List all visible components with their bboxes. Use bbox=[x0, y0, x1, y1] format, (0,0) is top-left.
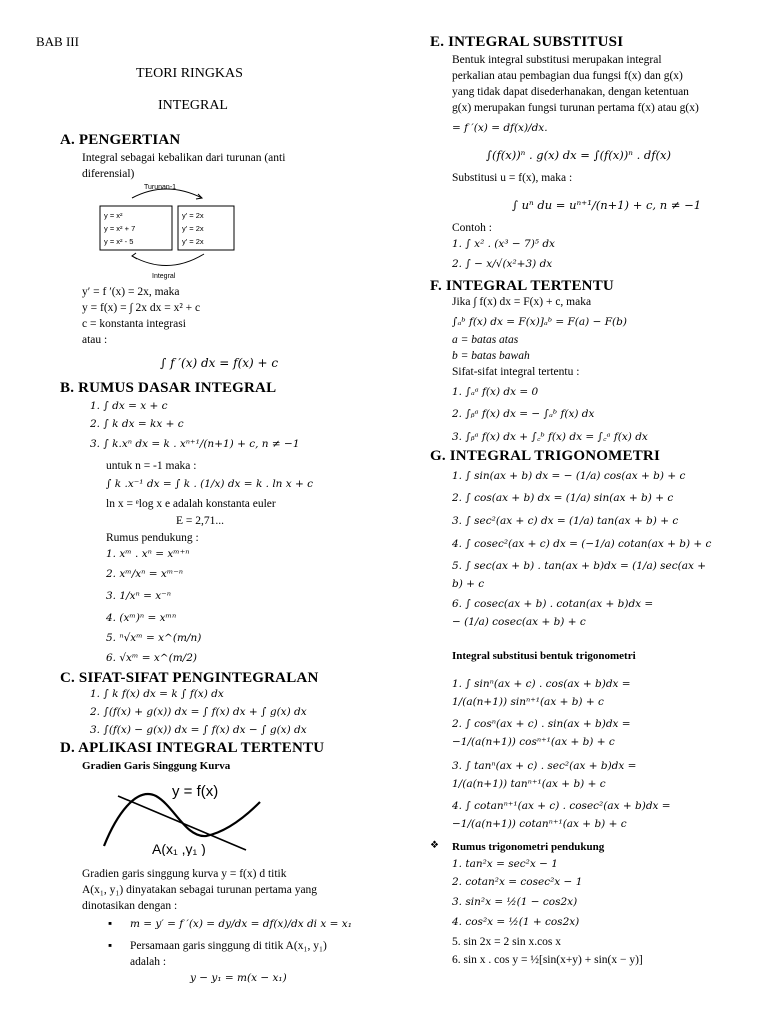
f-text: Sifat-sifat integral tertentu : bbox=[452, 366, 580, 378]
diagram-right-2: y' = 2x bbox=[182, 224, 204, 233]
b-item: 2. ∫ k dx = kx + c bbox=[90, 418, 184, 430]
g-st-item: 1/(a(n+1)) tanⁿ⁺¹(ax + b) + c bbox=[452, 778, 606, 790]
section-c-heading: C. SIFAT-SIFAT PENGINTEGRALAN bbox=[60, 670, 319, 686]
d-text: Gradien garis singgung kurva y = f(x) d titik bbox=[82, 868, 287, 880]
e-para: g(x) merupakan fungsi turunan pertama f(x) atau g(x) bbox=[452, 102, 699, 114]
e-text: Contoh : bbox=[452, 222, 492, 234]
g-st-item: 3. ∫ tanⁿ(ax + c) . sec²(ax + b)dx = bbox=[452, 760, 637, 772]
section-f-heading: F. INTEGRAL TERTENTU bbox=[430, 278, 614, 294]
f-item: 3. ∫ᵦᵃ f(x) dx + ∫꜀ᵇ f(x) dx = ∫꜀ᵃ f(x) dx bbox=[452, 431, 648, 443]
b-formula: ∫ k .x⁻¹ dx = ∫ k . (1/x) dx = k . ln x + c bbox=[106, 478, 314, 490]
section-g-heading: G. INTEGRAL TRIGONOMETRI bbox=[430, 448, 660, 464]
f-item: 2. ∫ᵦᵃ f(x) dx = − ∫ₐᵇ f(x) dx bbox=[452, 408, 595, 420]
a-line: c = konstanta integrasi bbox=[82, 318, 186, 330]
b-item: 1. ∫ dx = x + c bbox=[90, 400, 168, 412]
b-rp-item: 4. (xᵐ)ⁿ = xᵐⁿ bbox=[106, 612, 177, 624]
g-item: 5. ∫ sec(ax + b) . tan(ax + b)dx = (1/a) sec(ax + bbox=[452, 560, 707, 572]
b-item: 3. ∫ k.xⁿ dx = k . xⁿ⁺¹/(n+1) + c, n ≠ −1 bbox=[90, 438, 300, 450]
g-rt-item: 4. cos²x = ½(1 + cos2x) bbox=[452, 916, 580, 928]
g-item: 6. ∫ cosec(ax + b) . cotan(ax + b)dx = bbox=[452, 598, 654, 610]
b-rp-item: 6. √xᵐ = x^(m/2) bbox=[106, 652, 197, 664]
b-rp-item: 2. xᵐ/xⁿ = xᵐ⁻ⁿ bbox=[106, 568, 184, 580]
g-st-item: −1/(a(n+1)) cotanⁿ⁺¹(ax + b) + c bbox=[452, 818, 627, 830]
page-title: TEORI RINGKAS bbox=[136, 66, 243, 81]
c-item: 2. ∫(f(x) + g(x)) dx = ∫ f(x) dx + ∫ g(x) dx bbox=[90, 706, 307, 718]
g-st-item: 1/(a(n+1)) sinⁿ⁺¹(ax + b) + c bbox=[452, 696, 604, 708]
f-text: Jika ∫ f(x) dx = F(x) + c, maka bbox=[452, 296, 592, 308]
c-item: 1. ∫ k f(x) dx = k ∫ f(x) dx bbox=[90, 688, 224, 700]
section-d-heading: D. APLIKASI INTEGRAL TERTENTU bbox=[60, 740, 325, 756]
d-formula: m = y′ = f ′(x) = dy/dx = df(x)/dx di x = x₁ bbox=[130, 918, 352, 930]
e-para: Bentuk integral substitusi merupakan integral bbox=[452, 54, 662, 66]
g-item: 2. ∫ cos(ax + b) dx = (1/a) sin(ax + b) + c bbox=[452, 492, 674, 504]
g-rt-item: 5. sin 2x = 2 sin x.cos x bbox=[452, 936, 562, 948]
d-text: Persamaan garis singgung di titik A(x₁, y₁) bbox=[130, 940, 327, 952]
g-item: 4. ∫ cosec²(ax + c) dx = (−1/a) cotan(ax + b) + c bbox=[452, 538, 712, 550]
e-para: perkalian atau pembagian dua fungsi f(x) dan g(x) bbox=[452, 70, 683, 82]
g-subheading: Integral substitusi bentuk trigonometri bbox=[452, 650, 636, 662]
b-text: Rumus pendukung : bbox=[106, 532, 199, 544]
diagram-left-1: y = x² bbox=[104, 211, 123, 220]
a-formula: ∫ f ′(x) dx = f(x) + c bbox=[160, 356, 279, 370]
derivative-integral-diagram bbox=[92, 180, 240, 280]
b-text: ln x = ᵉlog x e adalah konstanta euler bbox=[106, 498, 276, 510]
e-example: 1. ∫ x² . (x³ − 7)⁵ dx bbox=[452, 238, 555, 250]
graph-point-label: A(x₁ ,y₁ ) bbox=[152, 841, 206, 856]
g-item: b) + c bbox=[452, 578, 485, 590]
e-text: Substitusi u = f(x), maka : bbox=[452, 172, 573, 184]
e-example: 2. ∫ − x/√(x²+3) dx bbox=[452, 258, 553, 270]
diagram-right-3: y' = 2x bbox=[182, 237, 204, 246]
b-text: untuk n = -1 maka : bbox=[106, 460, 197, 472]
g-st-item: 4. ∫ cotanⁿ⁺¹(ax + c) . cosec²(ax + b)dx = bbox=[452, 800, 671, 812]
section-a-heading: A. PENGERTIAN bbox=[60, 132, 181, 148]
b-rp-item: 5. ⁿ√xᵐ = x^(m/n) bbox=[106, 632, 202, 644]
d-text: dinotasikan dengan : bbox=[82, 900, 178, 912]
g-rt-item: 6. sin x . cos y = ½[sin(x+y) + sin(x − y)] bbox=[452, 954, 643, 966]
g-st-item: −1/(a(n+1)) cosⁿ⁺¹(ax + b) + c bbox=[452, 736, 615, 748]
b-rp-item: 3. 1/xⁿ = x⁻ⁿ bbox=[106, 590, 171, 602]
diagram-bottom-label: Integral bbox=[152, 273, 176, 280]
g-st-item: 1. ∫ sinⁿ(ax + c) . cos(ax + b)dx = bbox=[452, 678, 631, 690]
e-formula: ∫(f(x))ⁿ . g(x) dx = ∫(f(x))ⁿ . df(x) bbox=[486, 148, 671, 162]
section-a-text: diferensial) bbox=[82, 168, 135, 180]
chapter-label: BAB III bbox=[36, 34, 79, 49]
b-rp-item: 1. xᵐ . xⁿ = xᵐ⁺ⁿ bbox=[106, 548, 190, 560]
g-st-item: 2. ∫ cosⁿ(ax + c) . sin(ax + b)dx = bbox=[452, 718, 631, 730]
g-rt-item: 1. tan²x = sec²x − 1 bbox=[452, 858, 558, 870]
g-item: − (1/a) cosec(ax + b) + c bbox=[452, 616, 586, 628]
b-text: E = 2,71... bbox=[176, 515, 225, 527]
d-text: A(x₁, y₁) dinyatakan sebagai turunan pertama yang bbox=[82, 884, 318, 896]
tangent-curve-graph bbox=[96, 776, 266, 856]
g-item: 3. ∫ sec²(ax + c) dx = (1/a) tan(ax + b) + c bbox=[452, 515, 679, 527]
g-item: 1. ∫ sin(ax + b) dx = − (1/a) cos(ax + b) + c bbox=[452, 470, 686, 482]
d-formula: y − y₁ = m(x − x₁) bbox=[190, 972, 287, 984]
section-b-heading: B. RUMUS DASAR INTEGRAL bbox=[60, 380, 277, 396]
diagram-left-2: y = x² + 7 bbox=[104, 224, 136, 233]
g-rt-heading: Rumus trigonometri pendukung bbox=[452, 841, 605, 853]
a-line: atau : bbox=[82, 334, 108, 346]
f-formula: ∫ₐᵇ f(x) dx = F(x)]ₐᵇ = F(a) − F(b) bbox=[452, 316, 627, 328]
diagram-top-label: Turunan-1 bbox=[144, 184, 177, 191]
f-text: a = batas atas bbox=[452, 334, 519, 346]
diamond-bullet-icon: ❖ bbox=[430, 840, 439, 851]
section-a-text: Integral sebagai kebalikan dari turunan (anti bbox=[82, 152, 286, 164]
g-rt-item: 2. cotan²x = cosec²x − 1 bbox=[452, 876, 583, 888]
f-item: 1. ∫ₐᵃ f(x) dx = 0 bbox=[452, 386, 539, 398]
c-item: 3. ∫(f(x) − g(x)) dx = ∫ f(x) dx − ∫ g(x) dx bbox=[90, 724, 307, 736]
g-rt-item: 3. sin²x = ½(1 − cos2x) bbox=[452, 896, 578, 908]
bullet-icon: ▪ bbox=[108, 918, 113, 930]
graph-function-label: y = f(x) bbox=[172, 783, 219, 800]
e-formula: ∫ uⁿ du = uⁿ⁺¹/(n+1) + c, n ≠ −1 bbox=[512, 198, 702, 212]
page-subtitle: INTEGRAL bbox=[158, 98, 228, 113]
e-para: = f ′(x) = df(x)/dx. bbox=[452, 122, 548, 134]
e-para: yang tidak dapat disederhanakan, dengan ketentuan bbox=[452, 86, 689, 98]
diagram-right-1: y' = 2x bbox=[182, 211, 204, 220]
diagram-left-3: y = x² - 5 bbox=[104, 237, 134, 246]
d-subheading: Gradien Garis Singgung Kurva bbox=[82, 760, 231, 772]
section-e-heading: E. INTEGRAL SUBSTITUSI bbox=[430, 34, 624, 50]
a-line: y = f(x) = ∫ 2x dx = x² + c bbox=[82, 302, 201, 314]
f-text: b = batas bawah bbox=[452, 350, 530, 362]
a-line: y′ = f ′(x) = 2x, maka bbox=[82, 286, 180, 298]
d-text: adalah : bbox=[130, 956, 167, 968]
bullet-icon: ▪ bbox=[108, 940, 113, 952]
